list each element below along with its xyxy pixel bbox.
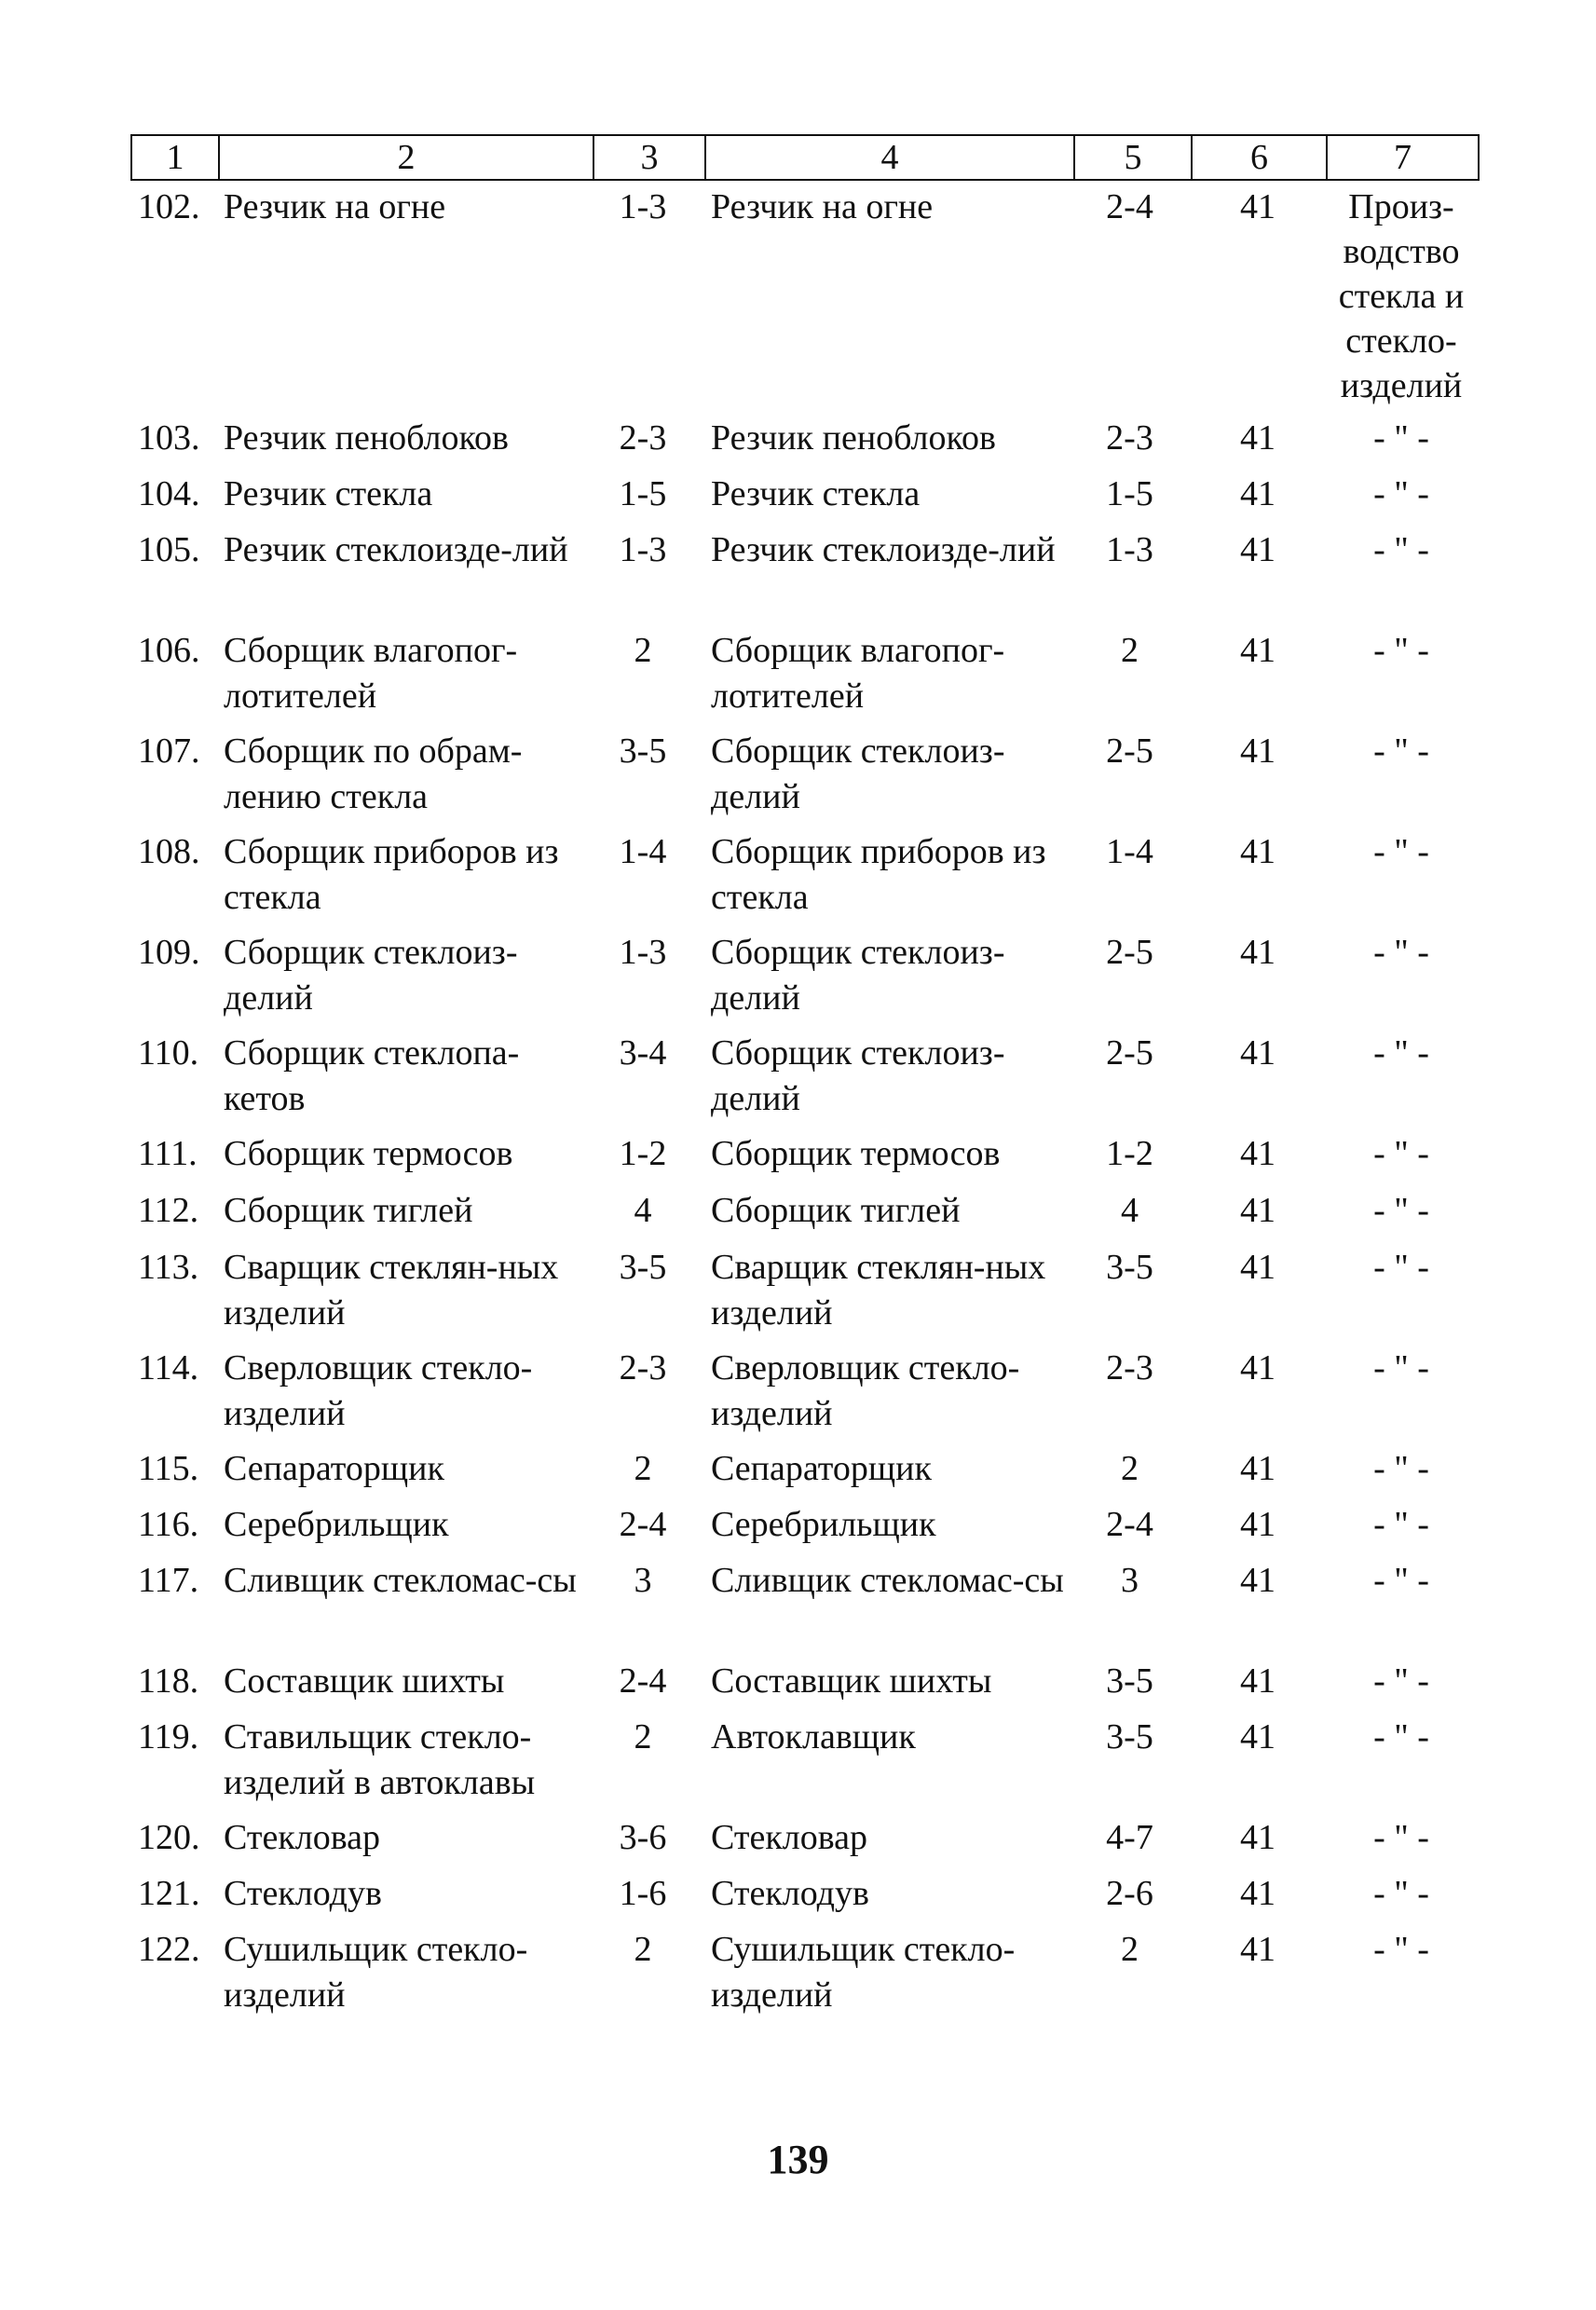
rank-range: 2	[634, 1930, 652, 1969]
table-row	[0, 1558, 1596, 1659]
profession-name: Сборщик тиглей	[224, 1191, 473, 1230]
etks-rank-range: 2-3	[1106, 418, 1153, 458]
table-row	[0, 1871, 1596, 1927]
rank-range: 3-4	[619, 1033, 667, 1073]
table-body	[0, 185, 1596, 2028]
header-cell-2: 2	[220, 136, 594, 179]
etks-rank-range: 2-6	[1106, 1874, 1153, 1913]
industry: - " -	[1373, 530, 1429, 569]
etks-section: 41	[1240, 1717, 1275, 1756]
industry: - " -	[1373, 1449, 1429, 1488]
etks-rank-range: 2	[1121, 1930, 1139, 1969]
page-number: 139	[767, 2137, 829, 2182]
table-row	[0, 1188, 1596, 1245]
etks-profession-name: Резчик стекла	[711, 474, 921, 513]
table-row	[0, 1502, 1596, 1558]
etks-section: 41	[1240, 187, 1275, 226]
etks-profession-name: Резчик стеклоизде-лий	[711, 530, 1056, 569]
table-row	[0, 1659, 1596, 1715]
etks-rank-range: 3	[1121, 1561, 1139, 1600]
table-row	[0, 1245, 1596, 1346]
table-row	[0, 930, 1596, 1031]
profession-name: Стеклодув	[224, 1874, 382, 1913]
etks-rank-range: 1-2	[1106, 1134, 1153, 1173]
rank-range: 2-3	[619, 418, 667, 458]
profession-name: Сушильщик стекло-изделий	[224, 1930, 528, 2015]
rank-range: 2-4	[619, 1505, 667, 1544]
rank-range: 4	[634, 1191, 652, 1230]
etks-rank-range: 2-5	[1106, 731, 1153, 771]
etks-section: 41	[1240, 1818, 1275, 1857]
table-row	[0, 729, 1596, 829]
etks-profession-name: Сборщик влагопог-лотителей	[711, 631, 1005, 716]
etks-rank-range: 4	[1121, 1191, 1139, 1230]
etks-rank-range: 2	[1121, 1449, 1139, 1488]
header-cell-1: 1	[132, 136, 220, 179]
profession-name: Ставильщик стекло-изделий в автоклавы	[224, 1717, 536, 1802]
etks-profession-name: Резчик пеноблоков	[711, 418, 996, 458]
table-row	[0, 527, 1596, 628]
etks-profession-name: Серебрильщик	[711, 1505, 936, 1544]
row-number: 117.	[138, 1561, 199, 1600]
row-number: 120.	[138, 1818, 200, 1857]
industry: - " -	[1373, 1717, 1429, 1756]
profession-name: Сливщик стекломас-сы	[224, 1561, 577, 1600]
rank-range: 1-2	[619, 1134, 667, 1173]
rank-range: 2-4	[619, 1661, 667, 1701]
industry: - " -	[1373, 1134, 1429, 1173]
rank-range: 3-6	[619, 1818, 667, 1857]
rank-range: 1-3	[619, 530, 667, 569]
etks-section: 41	[1240, 474, 1275, 513]
row-number: 118.	[138, 1661, 199, 1701]
rank-range: 1-3	[619, 187, 667, 226]
profession-name: Сепараторщик	[224, 1449, 444, 1488]
etks-profession-name: Сепараторщик	[711, 1449, 932, 1488]
etks-rank-range: 2-4	[1106, 1505, 1153, 1544]
etks-section: 41	[1240, 1661, 1275, 1701]
rank-range: 1-4	[619, 832, 667, 871]
etks-rank-range: 2-5	[1106, 1033, 1153, 1073]
etks-profession-name: Стеклодув	[711, 1874, 869, 1913]
header-cell-3: 3	[594, 136, 706, 179]
etks-profession-name: Сборщик тиглей	[711, 1191, 961, 1230]
etks-section: 41	[1240, 1248, 1275, 1287]
etks-section: 41	[1240, 530, 1275, 569]
header-cell-4: 4	[706, 136, 1075, 179]
etks-rank-range: 1-4	[1106, 832, 1153, 871]
row-number: 105.	[138, 530, 200, 569]
profession-name: Резчик пеноблоков	[224, 418, 509, 458]
etks-section: 41	[1240, 1191, 1275, 1230]
industry: - " -	[1373, 1818, 1429, 1857]
profession-name: Сверловщик стекло-изделий	[224, 1348, 533, 1433]
etks-profession-name: Сушильщик стекло-изделий	[711, 1930, 1016, 2015]
etks-rank-range: 2-5	[1106, 933, 1153, 972]
rank-range: 1-5	[619, 474, 667, 513]
row-number: 111.	[138, 1134, 198, 1173]
profession-name: Резчик стеклоизде-лий	[224, 530, 568, 569]
etks-section: 41	[1240, 1505, 1275, 1544]
header-cell-5: 5	[1075, 136, 1193, 179]
industry: - " -	[1373, 1874, 1429, 1913]
profession-name: Сборщик стеклопа-кетов	[224, 1033, 520, 1118]
industry: - " -	[1373, 474, 1429, 513]
row-number: 122.	[138, 1930, 200, 1969]
etks-profession-name: Автоклавщик	[711, 1717, 916, 1756]
etks-rank-range: 1-3	[1106, 530, 1153, 569]
industry: - " -	[1373, 1191, 1429, 1230]
etks-profession-name: Сборщик приборов из стекла	[711, 832, 1046, 917]
header-cell-7: 7	[1394, 138, 1412, 177]
rank-range: 1-6	[619, 1874, 667, 1913]
rank-range: 2	[634, 1717, 652, 1756]
profession-name: Сборщик термосов	[224, 1134, 513, 1173]
row-number: 119.	[138, 1717, 199, 1756]
row-number: 106.	[138, 631, 200, 670]
industry: Произ-водство стекла и стекло-изделий	[1338, 187, 1465, 405]
table-row	[0, 1446, 1596, 1502]
row-number: 114.	[138, 1348, 199, 1387]
etks-profession-name: Составщик шихты	[711, 1661, 992, 1701]
etks-profession-name: Сборщик стеклоиз-делий	[711, 1033, 1005, 1118]
industry: - " -	[1373, 1661, 1429, 1701]
etks-section: 41	[1240, 1449, 1275, 1488]
profession-name: Сварщик стеклян-ных изделий	[224, 1248, 559, 1333]
profession-name: Сборщик приборов из стекла	[224, 832, 559, 917]
row-number: 115.	[138, 1449, 199, 1488]
etks-rank-range: 4-7	[1106, 1818, 1153, 1857]
etks-profession-name: Сварщик стеклян-ных изделий	[711, 1248, 1046, 1333]
row-number: 102.	[138, 187, 200, 226]
industry: - " -	[1373, 418, 1429, 458]
industry: - " -	[1373, 832, 1429, 871]
etks-section: 41	[1240, 933, 1275, 972]
table-row	[0, 1815, 1596, 1871]
row-number: 109.	[138, 933, 200, 972]
row-number: 121.	[138, 1874, 200, 1913]
profession-name: Резчик стекла	[224, 474, 433, 513]
table-row	[0, 472, 1596, 527]
table-row	[0, 1346, 1596, 1446]
etks-rank-range: 3-5	[1106, 1717, 1153, 1756]
etks-profession-name: Сверловщик стекло-изделий	[711, 1348, 1020, 1433]
etks-profession-name: Сборщик термосов	[711, 1134, 1001, 1173]
table-row	[0, 1031, 1596, 1131]
row-number: 107.	[138, 731, 200, 771]
rank-range: 2	[634, 631, 652, 670]
etks-section: 41	[1240, 1561, 1275, 1600]
etks-profession-name: Резчик на огне	[711, 187, 934, 226]
row-number: 104.	[138, 474, 200, 513]
etks-rank-range: 3-5	[1106, 1661, 1153, 1701]
row-number: 113.	[138, 1248, 199, 1287]
table-row	[0, 1715, 1596, 1815]
rank-range: 2-3	[619, 1348, 667, 1387]
table-row	[0, 416, 1596, 472]
table-row	[0, 628, 1596, 729]
table-row	[0, 1131, 1596, 1188]
etks-rank-range: 3-5	[1106, 1248, 1153, 1287]
etks-rank-range: 2-4	[1106, 187, 1153, 226]
rank-range: 1-3	[619, 933, 667, 972]
profession-name: Серебрильщик	[224, 1505, 449, 1544]
profession-name: Стекловар	[224, 1818, 381, 1857]
industry: - " -	[1373, 1348, 1429, 1387]
profession-name: Сборщик влагопог-лотителей	[224, 631, 518, 716]
etks-section: 41	[1240, 1033, 1275, 1073]
rank-range: 3	[634, 1561, 652, 1600]
profession-name: Составщик шихты	[224, 1661, 505, 1701]
industry: - " -	[1373, 631, 1429, 670]
profession-name: Резчик на огне	[224, 187, 446, 226]
rank-range: 3-5	[619, 731, 667, 771]
rank-range: 3-5	[619, 1248, 667, 1287]
etks-profession-name: Сборщик стеклоиз-делий	[711, 731, 1005, 816]
row-number: 116.	[138, 1505, 199, 1544]
industry: - " -	[1373, 1505, 1429, 1544]
etks-rank-range: 1-5	[1106, 474, 1153, 513]
etks-profession-name: Сливщик стекломас-сы	[711, 1561, 1064, 1600]
industry: - " -	[1373, 1561, 1429, 1600]
row-number: 103.	[138, 418, 200, 458]
industry: - " -	[1373, 1248, 1429, 1287]
row-number: 110.	[138, 1033, 199, 1073]
row-number: 112.	[138, 1191, 199, 1230]
industry: - " -	[1373, 1930, 1429, 1969]
etks-rank-range: 2-3	[1106, 1348, 1153, 1387]
etks-section: 41	[1240, 631, 1275, 670]
row-number: 108.	[138, 832, 200, 871]
profession-name: Сборщик по обрам-лению стекла	[224, 731, 523, 816]
etks-section: 41	[1240, 418, 1275, 458]
table-row	[0, 829, 1596, 930]
table-header-row	[130, 134, 1480, 181]
etks-section: 41	[1240, 1930, 1275, 1969]
etks-rank-range: 2	[1121, 631, 1139, 670]
etks-section: 41	[1240, 1348, 1275, 1387]
table-row	[0, 1927, 1596, 2028]
industry: - " -	[1373, 933, 1429, 972]
etks-profession-name: Стекловар	[711, 1818, 868, 1857]
header-cell-6: 6	[1193, 136, 1328, 179]
rank-range: 2	[634, 1449, 652, 1488]
industry: - " -	[1373, 1033, 1429, 1073]
etks-section: 41	[1240, 832, 1275, 871]
table-row	[0, 185, 1596, 416]
industry: - " -	[1373, 731, 1429, 771]
etks-section: 41	[1240, 731, 1275, 771]
etks-profession-name: Сборщик стеклоиз-делий	[711, 933, 1005, 1018]
profession-name: Сборщик стеклоиз-делий	[224, 933, 518, 1018]
etks-section: 41	[1240, 1134, 1275, 1173]
etks-section: 41	[1240, 1874, 1275, 1913]
